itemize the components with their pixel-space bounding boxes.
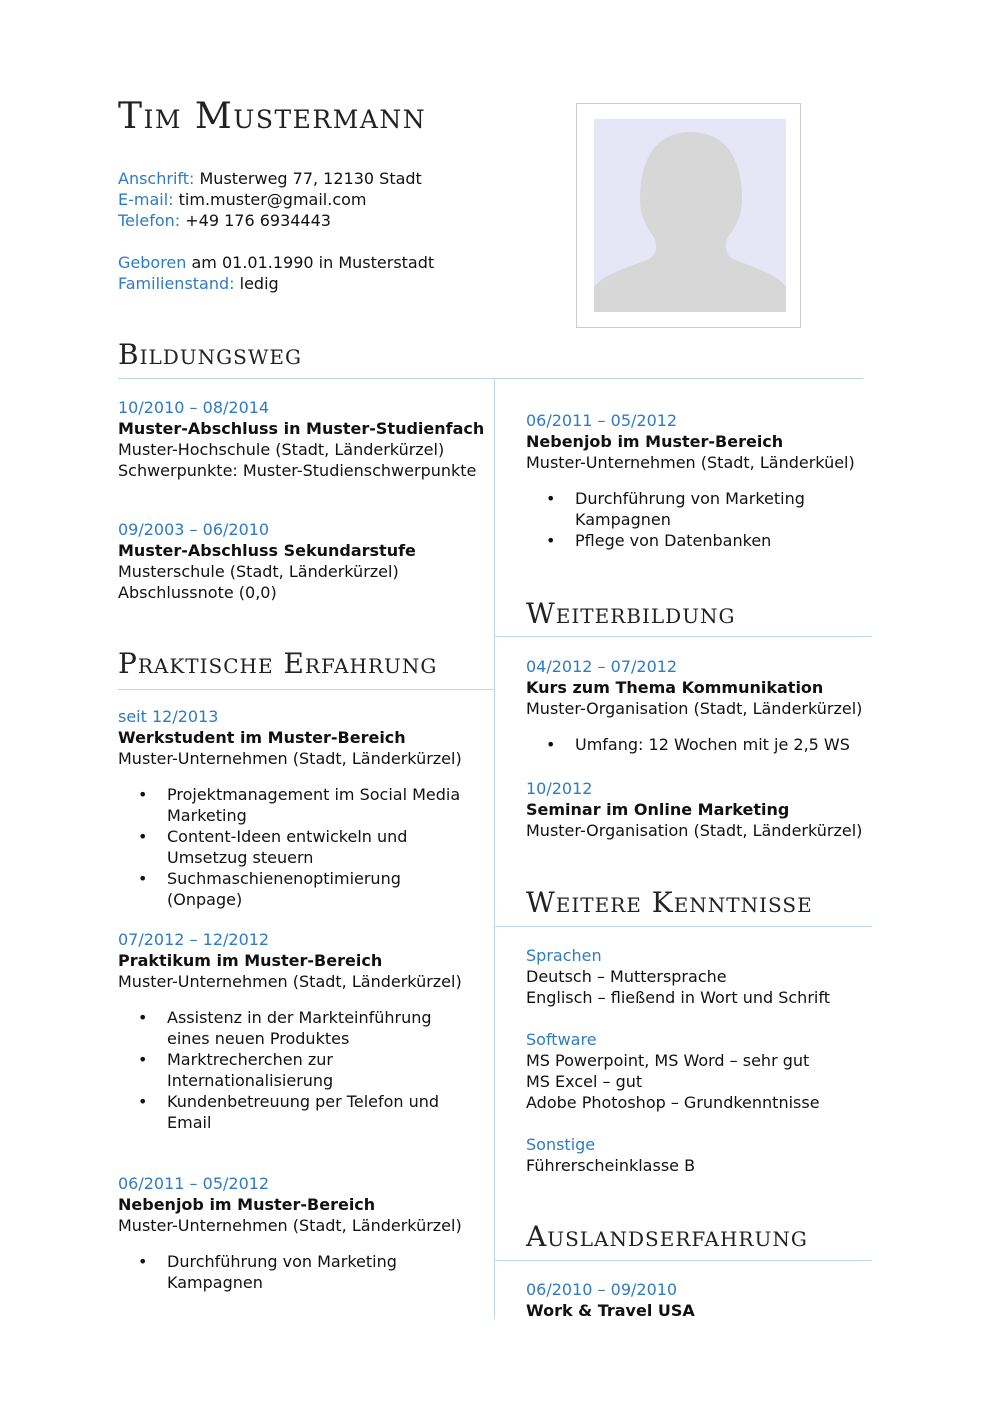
column-divider [494, 379, 495, 1319]
list-item: • Content-Ideen entwickeln und Umsetzug steuern [167, 826, 473, 868]
list-item: • Projektmanagement im Social Media Marketing [167, 784, 473, 826]
entry-organization: Muster-Unternehmen (Stadt, Länderkürzel) [118, 749, 462, 768]
experience-entry-1 [118, 706, 473, 910]
entry-date: 07/2012 – 12/2012 [118, 930, 270, 949]
entry-date: 06/2011 – 05/2012 [526, 411, 678, 430]
profile-photo-placeholder [594, 119, 786, 312]
phone-line [118, 210, 434, 231]
entry-organization: Muster-Unternehmen (Stadt, Länderkürzel) [118, 972, 462, 991]
entry-date: 06/2011 – 05/2012 [118, 1174, 270, 1193]
entry-title: Nebenjob im Muster-Bereich [526, 432, 784, 451]
skills-software-label: Software [526, 1030, 597, 1049]
entry-bullets [118, 1251, 473, 1293]
family-value: ledig [239, 274, 279, 293]
section-title-bildungsweg: Bildungsweg [118, 338, 302, 371]
entry-detail: Schwerpunkte: Muster-Studienschwerpunkte [118, 461, 477, 480]
entry-bullets [526, 488, 856, 551]
section-rule-bildungsweg [118, 378, 863, 379]
abroad-entry [526, 1279, 866, 1321]
section-title-weitere-kenntnisse: Weitere Kenntnisse [526, 886, 813, 919]
entry-title: Muster-Abschluss Sekundarstufe [118, 541, 416, 560]
entry-organization: Muster-Unternehmen (Stadt, Länderküel) [526, 453, 855, 472]
entry-date: 10/2010 – 08/2014 [118, 398, 270, 417]
section-title-praktische-erfahrung: Praktische Erfahrung [118, 647, 438, 680]
section-rule-weitere-kenntnisse [494, 926, 872, 927]
entry-organization: Muster-Unternehmen (Stadt, Länderkürzel) [118, 1216, 462, 1235]
entry-title: Work & Travel USA [526, 1301, 695, 1320]
list-item: • Assistenz in der Markteinführung eines neuen Produktes [167, 1007, 473, 1049]
list-item: • Umfang: 12 Wochen mit je 2,5 WS [575, 734, 866, 755]
skill-line: Adobe Photoshop – Grundkenntnisse [526, 1093, 820, 1112]
entry-title: Seminar im Online Marketing [526, 800, 790, 819]
family-line [118, 273, 434, 294]
experience-entry-2 [118, 929, 473, 1133]
entry-detail: Abschlussnote (0,0) [118, 583, 277, 602]
entry-date: seit 12/2013 [118, 707, 219, 726]
entry-organization: Muster-Organisation (Stadt, Länderkürzel) [526, 821, 863, 840]
section-rule-weiterbildung [494, 636, 872, 637]
phone-value: +49 176 6934443 [185, 211, 331, 230]
section-title-weiterbildung: Weiterbildung [526, 597, 736, 630]
entry-bullets [526, 734, 866, 755]
skill-line: MS Powerpoint, MS Word – sehr gut [526, 1051, 810, 1070]
address-label: Anschrift: [118, 169, 195, 188]
person-silhouette-icon [594, 119, 786, 312]
phone-label: Telefon: [118, 211, 181, 230]
entry-institution: Muster-Hochschule (Stadt, Länderkürzel) [118, 440, 445, 459]
section-rule-auslandserfahrung [494, 1260, 872, 1261]
entry-date: 06/2010 – 09/2010 [526, 1280, 678, 1299]
skills-other-label: Sonstige [526, 1135, 596, 1154]
family-label: Familienstand: [118, 274, 235, 293]
email-line [118, 189, 434, 210]
entry-title: Praktikum im Muster-Bereich [118, 951, 383, 970]
entry-date: 09/2003 – 06/2010 [118, 520, 270, 539]
skill-line: Deutsch – Muttersprache [526, 967, 727, 986]
right-job-entry [526, 410, 856, 551]
list-item: • Marktrecherchen zur Internationalisierung [167, 1049, 473, 1091]
email-label: E-mail: [118, 190, 174, 209]
experience-entry-3 [118, 1173, 473, 1293]
email-value[interactable]: tim.muster@gmail.com [178, 190, 367, 209]
birth-line [118, 252, 434, 273]
entry-title: Werkstudent im Muster-Bereich [118, 728, 406, 747]
applicant-name: Tim Mustermann [118, 96, 427, 137]
skills-languages-label: Sprachen [526, 946, 602, 965]
address-line [118, 168, 434, 189]
skill-line: Englisch – fließend in Wort und Schrift [526, 988, 830, 1007]
list-item: • Pflege von Datenbanken [575, 530, 856, 551]
education-entry-2 [118, 519, 488, 603]
entry-bullets [118, 1007, 473, 1133]
section-title-auslandserfahrung: Auslandserfahrung [526, 1220, 808, 1253]
list-item: • Suchmaschienenoptimierung (Onpage) [167, 868, 473, 910]
entry-institution: Musterschule (Stadt, Länderkürzel) [118, 562, 399, 581]
entry-title: Kurs zum Thema Kommunikation [526, 678, 824, 697]
birth-value: am 01.01.1990 in Musterstadt [191, 253, 435, 272]
entry-title: Muster-Abschluss in Muster-Studienfach [118, 419, 485, 438]
entry-title: Nebenjob im Muster-Bereich [118, 1195, 376, 1214]
entry-bullets [118, 784, 473, 910]
further-education-entry-1 [526, 656, 866, 755]
entry-date: 04/2012 – 07/2012 [526, 657, 678, 676]
address-value: Musterweg 77, 12130 Stadt [199, 169, 422, 188]
skill-line: Führerscheinklasse B [526, 1156, 696, 1175]
skill-line: MS Excel – gut [526, 1072, 643, 1091]
contact-block [118, 168, 434, 294]
entry-organization: Muster-Organisation (Stadt, Länderkürzel) [526, 699, 863, 718]
entry-date: 10/2012 [526, 779, 593, 798]
birth-label: Geboren [118, 253, 187, 272]
further-education-entry-2 [526, 778, 866, 841]
list-item: • Durchführung von Marketing Kampagnen [575, 488, 856, 530]
skills-block [526, 945, 866, 1176]
list-item: • Kundenbetreuung per Telefon und Email [167, 1091, 473, 1133]
section-rule-praktische-erfahrung [118, 689, 494, 690]
education-entry-1 [118, 397, 488, 481]
list-item: • Durchführung von Marketing Kampagnen [167, 1251, 473, 1293]
